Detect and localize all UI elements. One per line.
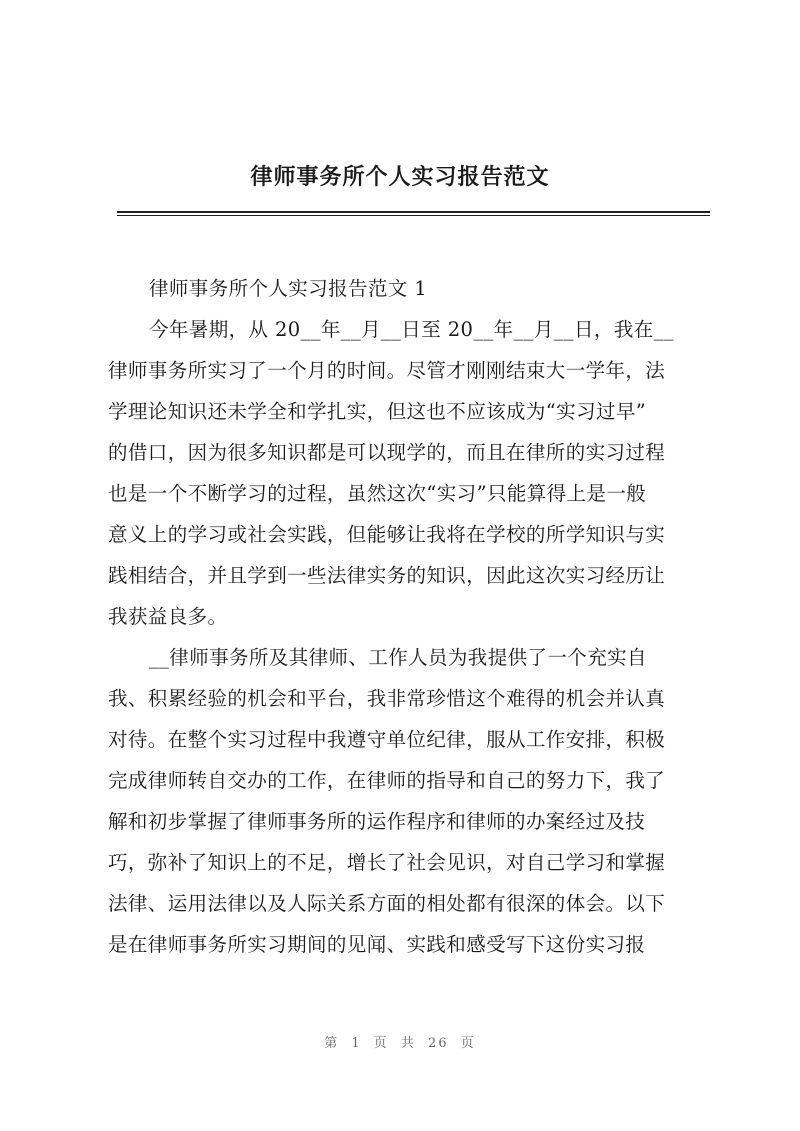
paragraph-line: 巧，弥补了知识上的不足，增长了社会见识，对自己学习和掌握	[108, 851, 666, 874]
paragraph-line: 律师事务所实习了一个月的时间。尽管才刚刚结束大一学年，法	[108, 359, 666, 382]
paragraph-line: 践相结合，并且学到一些法律实务的知识，因此这次实习经历让	[108, 564, 666, 587]
section-heading: 律师事务所个人实习报告范文 1	[149, 277, 428, 300]
paragraph-line: 对待。在整个实习过程中我遵守单位纪律，服从工作安排，积极	[108, 728, 666, 751]
paragraph-line: 今年暑期，从 20__年__月__日至 20__年__月__日，我在__	[149, 318, 674, 341]
document-body	[108, 268, 712, 965]
paragraph-line: 学理论知识还未学全和学扎实，但这也不应该成为“实习过早”	[108, 400, 647, 423]
paragraph-line: 我、积累经验的机会和平台，我非常珍惜这个难得的机会并认真	[108, 687, 666, 710]
paragraph-line: 法律、运用法律以及人际关系方面的相处都有很深的体会。以下	[108, 892, 666, 915]
page-footer: 第 1 页 共 26 页	[324, 1036, 476, 1051]
paragraph-line: 是在律师事务所实习期间的见闻、实践和感受写下这份实习报	[108, 933, 646, 956]
title-rule-thin	[117, 215, 710, 216]
page-title: 律师事务所个人实习报告范文	[250, 164, 550, 190]
paragraph-line: 完成律师转自交办的工作，在律师的指导和自己的努力下，我了	[108, 769, 666, 792]
paragraph-line: 的借口，因为很多知识都是可以现学的，而且在律所的实习过程	[108, 441, 666, 464]
paragraph-line: 也是一个不断学习的过程，虽然这次“实习”只能算得上是一般	[108, 482, 647, 505]
paragraph-line: 解和初步掌握了律师事务所的运作程序和律师的办案经过及技	[108, 810, 646, 833]
title-rule	[117, 211, 710, 213]
paragraph-line: 我获益良多。	[108, 605, 228, 628]
paragraph-line: 意义上的学习或社会实践，但能够让我将在学校的所学知识与实	[108, 523, 666, 546]
paragraph-line: __律师事务所及其律师、工作人员为我提供了一个充实自	[149, 646, 647, 669]
